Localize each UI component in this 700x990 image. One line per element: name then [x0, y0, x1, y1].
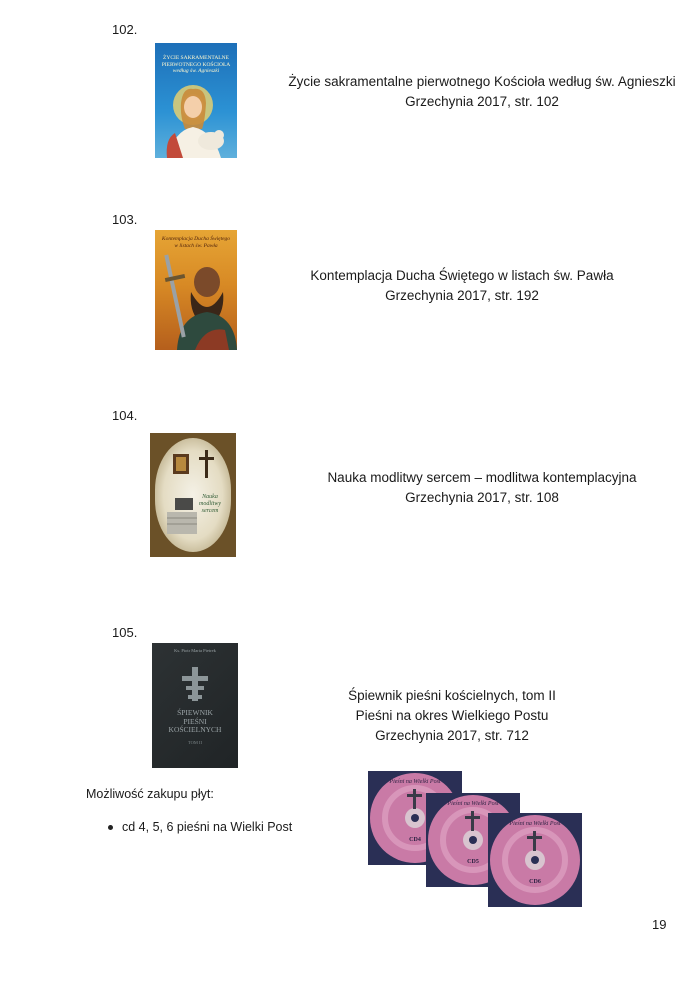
cd-label: Pieśni na Wielki Post: [389, 779, 441, 785]
cover-title-line: w listach św. Pawła: [174, 242, 218, 249]
cover-title-line: według św. Agnieszki: [172, 68, 220, 74]
cd-disc-icon: [488, 813, 582, 907]
cover-title-line: sercem: [201, 508, 219, 514]
cd-name: CD6: [529, 879, 541, 885]
cd-label: Pieśni na Wielki Post: [509, 821, 561, 827]
book-cover-102: [155, 43, 237, 158]
purchase-list-item: [108, 820, 292, 834]
item-publication: Grzechynia 2017, str. 102: [405, 94, 559, 109]
cd-cover: [488, 813, 582, 907]
book-cover-104: [150, 433, 236, 557]
page-number: 19: [652, 917, 667, 932]
item-subtitle: Pieśni na okres Wielkiego Postu: [355, 708, 549, 723]
item-number: 105.: [112, 625, 138, 640]
cover-title-line: PIEŚNI: [183, 716, 207, 726]
cover-title-line: KOŚCIELNYCH: [168, 725, 222, 734]
cross-icon: [152, 643, 238, 768]
cover-title-line: Nauka: [202, 494, 218, 500]
cover-volume: TOM II: [187, 740, 203, 745]
book-cover-103: [155, 230, 237, 350]
cd-name: CD4: [409, 837, 421, 843]
cover-title-line: ŻYCIE SAKRAMENTALNE: [162, 55, 229, 61]
cover-title-line: PIERWOTNEGO KOŚCIOŁA: [161, 61, 231, 68]
item-title: Życie sakramentalne pierwotnego Kościoła według św. Agnieszki: [288, 74, 676, 89]
cover-title-line: Kontemplacja Ducha Świętego: [161, 236, 231, 242]
item-number: 103.: [112, 212, 138, 227]
item-publication: Grzechynia 2017, str. 108: [405, 490, 559, 505]
bullet-icon: [108, 825, 113, 830]
cd-label: Pieśni na Wielki Post: [447, 801, 499, 807]
cover-title-line: modlitwy: [199, 501, 221, 507]
book-cover-105: [152, 643, 238, 768]
cover-author: Ks. Piotr Maria Pietrek: [174, 648, 216, 653]
item-number: 104.: [112, 408, 138, 423]
item-title: Nauka modlitwy sercem – modlitwa kontemplacyjna: [327, 470, 637, 485]
purchase-heading: Możliwość zakupu płyt:: [86, 787, 214, 801]
item-publication: Grzechynia 2017, str. 192: [385, 288, 539, 303]
cd-name: CD5: [467, 859, 479, 865]
item-title: Kontemplacja Ducha Świętego w listach św. Pawła: [310, 268, 614, 283]
item-description-105: [322, 686, 582, 746]
cover-title-line: ŚPIEWNIK: [177, 708, 213, 717]
item-number: 102.: [112, 22, 138, 37]
item-description-102: [262, 72, 700, 112]
item-description-104: [262, 468, 700, 508]
item-title: Śpiewnik pieśni kościelnych, tom II: [348, 688, 556, 703]
purchase-item-text: cd 4, 5, 6 pieśni na Wielki Post: [122, 820, 293, 834]
item-description-103: [262, 266, 662, 306]
item-publication: Grzechynia 2017, str. 712: [375, 728, 529, 743]
